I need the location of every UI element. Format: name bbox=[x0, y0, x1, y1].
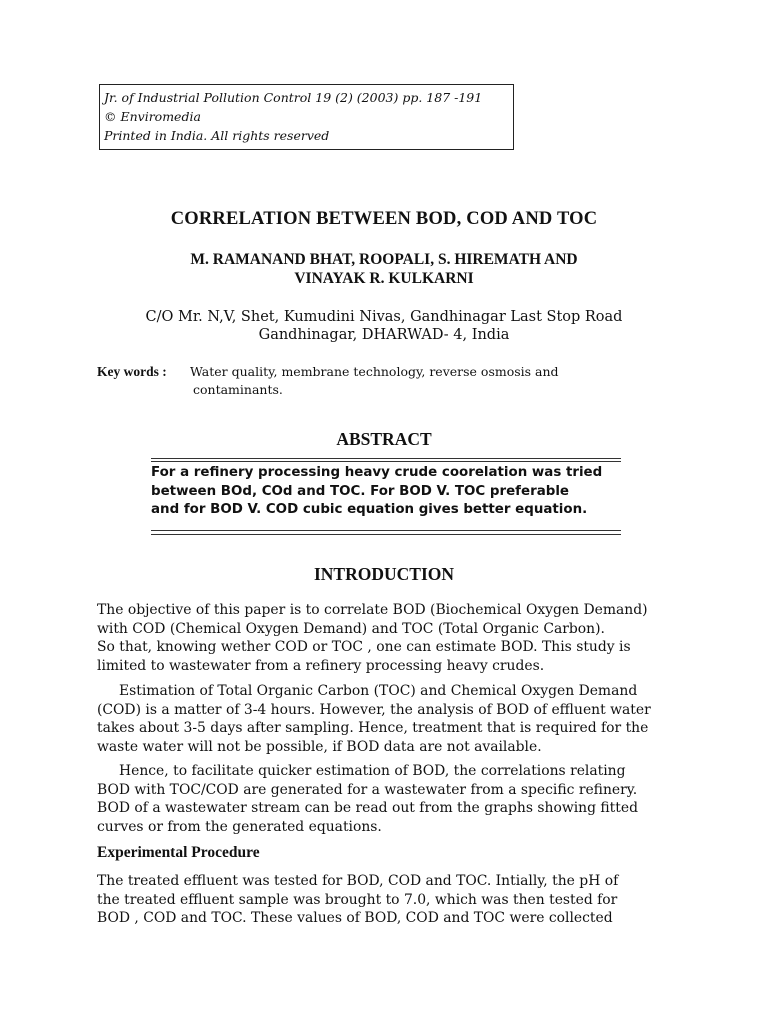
abstract-bottom-rule bbox=[151, 530, 621, 531]
abstract-text bbox=[151, 464, 621, 520]
text-line: limited to wastewater from a refinery processing heavy crudes. bbox=[97, 657, 545, 674]
keywords-line-2: contaminants. bbox=[193, 382, 283, 397]
keywords-text bbox=[190, 363, 610, 399]
authors bbox=[0, 250, 768, 288]
experimental-paragraph-1 bbox=[97, 872, 672, 928]
abstract-line: between BOd, COd and TOC. For BOD V. TOC preferable bbox=[151, 483, 569, 499]
abstract-line: and for BOD V. COD cubic equation gives better equation. bbox=[151, 502, 588, 517]
introduction-heading: INTRODUCTION bbox=[313, 564, 455, 584]
rights-line: Printed in India. All rights reserved bbox=[104, 128, 330, 143]
abstract-bottom-rule-2 bbox=[151, 534, 621, 535]
text-line: BOD of a wastewater stream can be read out from the graphs showing fitted bbox=[97, 800, 638, 817]
text-line: Estimation of Total Organic Carbon (TOC) and Chemical Oxygen Demand bbox=[119, 683, 638, 699]
text-line: takes about 3-5 days after sampling. Hence, treatment that is required for the bbox=[97, 720, 649, 737]
text-line: with COD (Chemical Oxygen Demand) and TOC (Total Organic Carbon). bbox=[97, 620, 605, 637]
abstract-top-rule-2 bbox=[151, 461, 621, 462]
text-line: (COD) is a matter of 3-4 hours. However, the analysis of BOD of effluent water bbox=[97, 701, 651, 718]
abstract-line: For a refinery processing heavy crude coorelation was tried bbox=[151, 465, 603, 480]
copyright-line: © Enviromedia bbox=[104, 109, 201, 124]
text-line: the treated effluent sample was brought to 7.0, which was then tested for bbox=[97, 891, 618, 908]
intro-paragraph-3 bbox=[97, 762, 672, 836]
experimental-procedure-heading: Experimental Procedure bbox=[97, 844, 260, 861]
keywords-line-1: Water quality, membrane technology, reverse osmosis and bbox=[190, 364, 559, 379]
text-line: So that, knowing wether COD or TOC , one can estimate BOD. This study is bbox=[97, 639, 631, 656]
text-line: Hence, to facilitate quicker estimation of BOD, the correlations relating bbox=[119, 763, 626, 779]
text-line: BOD , COD and TOC. These values of BOD, COD and TOC were collected bbox=[97, 910, 613, 927]
abstract-heading: ABSTRACT bbox=[336, 429, 432, 449]
paper-title: CORRELATION BETWEEN BOD, COD AND TOC bbox=[170, 209, 598, 229]
text-line: BOD with TOC/COD are generated for a wastewater from a specific refinery. bbox=[97, 781, 638, 798]
text-line: The treated effluent was tested for BOD, COD and TOC. Intially, the pH of bbox=[97, 873, 619, 889]
journal-citation-box bbox=[99, 84, 514, 150]
address-line-1: C/O Mr. N,V, Shet, Kumudini Nivas, Gandhinagar Last Stop Road bbox=[145, 309, 623, 325]
text-line: waste water will not be possible, if BOD data are not available. bbox=[97, 738, 542, 755]
address-line-2: Gandhinagar, DHARWAD- 4, India bbox=[258, 327, 510, 343]
authors-line-1: M. RAMANAND BHAT, ROOPALI, S. HIREMATH AND bbox=[190, 251, 578, 268]
authors-line-2: VINAYAK R. KULKARNI bbox=[294, 270, 474, 287]
intro-paragraph-2 bbox=[97, 682, 672, 756]
keywords-label: Key words : bbox=[97, 364, 167, 379]
author-address bbox=[0, 308, 768, 344]
journal-citation: Jr. of Industrial Pollution Control 19 (2) (2003) pp. 187 -191 bbox=[104, 90, 483, 105]
intro-paragraph-1 bbox=[97, 601, 672, 675]
text-line: The objective of this paper is to correlate BOD (Biochemical Oxygen Demand) bbox=[97, 602, 648, 618]
abstract-top-rule bbox=[151, 458, 621, 459]
text-line: curves or from the generated equations. bbox=[97, 818, 382, 835]
